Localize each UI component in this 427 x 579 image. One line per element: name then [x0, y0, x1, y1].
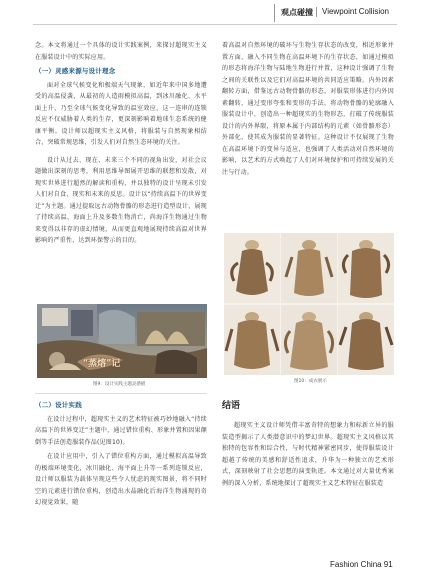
- garment-photo-4: [224, 305, 280, 375]
- section-1-heading: （一）灵感来源与设计理念: [35, 67, 116, 75]
- page-header: [0, 0, 427, 26]
- section-title-en: Viewpoint Collision: [322, 7, 389, 16]
- intro-paragraph: 念。本文将通过一个具体的设计实践案例，来探讨超现实主义在服装设计中的实际应用。: [35, 42, 207, 61]
- page-number: Fashion China 91: [330, 560, 393, 569]
- right-paragraph-1: 着高温对自然环境的破坏与生物生存状态的改变，相近形象并置方面，融入不同生物在高温环境下的生存状态，如通过模拟的形态将海洋生物与陆地生物进行并置，这种设计强调了生物之间的关联性以及它们对高温环境的共同适应策略。内外因素翻转方面，借鉴远古动物骨骼的形态，对服装形体进行内外因素翻转，通过变形夸张和变形的手法，将动物骨骼的轮廓融入服装设计中，创造出一种超现实的生物形态，打破了传统服装设计的内外界限，将原本属于内部结构的元素（如骨骼形态）外部化，使其成为服装的显著特征。这种设计不仅展现了生物在高温环境下的变异与适应，也强调了人类活动对自然环境的影响，以艺术的方式唤起了人们对环境保护和可持续发展的关注与行动。: [222, 42, 394, 176]
- figure-9-caption: 图9：设计实践主题灵感板: [93, 382, 146, 387]
- garment-photo-grid: [224, 233, 394, 375]
- section-title-cn: 观点碰撞: [281, 8, 313, 17]
- figure-10-garments: [224, 233, 394, 375]
- figure-10-caption: 图10：成衣展示: [294, 379, 327, 384]
- conclusion-paragraph: 超现实主义设计师凭借丰富奇特的想象力和标新立异的服装造型揭示了人类潜意识中的梦幻世界。超现实主义风格以其独特的包容性和综合性，与时代精神紧密同步，使得服装设计超越了传统的美感和舒适性追求，升华为一种独立的艺术形式，深刻映射了社会思想的演变轨迹。本文通过对大量优秀案例的深入分析，系统地探讨了超现实主义艺术特征在服装造: [222, 422, 394, 487]
- conclusion-column: [222, 420, 394, 489]
- garment-photo-6: [338, 305, 394, 375]
- header-rule: [33, 24, 397, 25]
- moodboard-collage: [37, 304, 207, 378]
- garment-photo-5: [281, 305, 337, 375]
- garment-photo-3: [338, 233, 394, 303]
- moodboard-title-art: “蒸熔”记: [83, 359, 121, 369]
- section-1-paragraph-2: 设计从过去、现在、未来三个不同的视角出发，对社会议题做出深刻的思考，利用思维导图展开思维的联想和发散，对现实世界进行超然的解读和重构，并以独特的设计呈现未引发人们对自食、现实和未来的反思。设计以“持续高温下的世界变迁”为主题。通过提取远古动物骨骼的形态进行造型设计，展现了持续高温、海面上升及多数生物消亡，尚海洋生物通过生物来变得以非存的虚幻情境，从而更直观地展现持续高温对世界影响的严重性，达到环保警示的目的。: [35, 156, 207, 244]
- garment-photo-1: [224, 233, 280, 303]
- header-separator: [316, 7, 317, 17]
- section-2-paragraph-1: 在设计过程中，超现实主义的艺术特征被巧妙地融入“持续高温下的世界变迁”主题中，通过错位重构、形象并置和因果颠倒等手法创造服装作品(见图10)。: [35, 415, 207, 446]
- header-divider: [274, 4, 275, 22]
- figure-divider: [35, 393, 207, 394]
- section-1-paragraph-1: 面对全球气候变化和极端天气现象，如近年来中国多地遭受的高温侵袭，从最初的人造雨模拟高温，到冰川融化、水平面上升，乃至全球气候变化导致的温室效应，这一连串的连锁反应不仅威胁着人类的生存，更深刻影响着地球生态系统的健康平衡。设计师以超现实主义风格，将服装与自然现象相结合，突破常规思维，引发人们对自然生态环境的关注。: [35, 81, 207, 146]
- left-column-bottom: [35, 397, 207, 509]
- section-2-paragraph-2: 在设计应用中，引入了错位重构方面，通过模拟高温导致的极端环境变化，冰川融化、海平面上升等一系列连锁反应，设计师以服装为载体呈现这些令人忧虑的现实图景，将不同时空的元素进行错位重构，创造出水晶融化后海洋生物涌现的奇幻视觉效果，随: [35, 453, 207, 506]
- left-column-top: [35, 40, 207, 247]
- conclusion-heading: 结语: [222, 401, 241, 411]
- garment-photo-2: [281, 233, 337, 303]
- figure-9-moodboard: [37, 304, 207, 378]
- section-2-heading: （二）设计实践: [35, 401, 82, 409]
- right-column-top: [222, 40, 394, 178]
